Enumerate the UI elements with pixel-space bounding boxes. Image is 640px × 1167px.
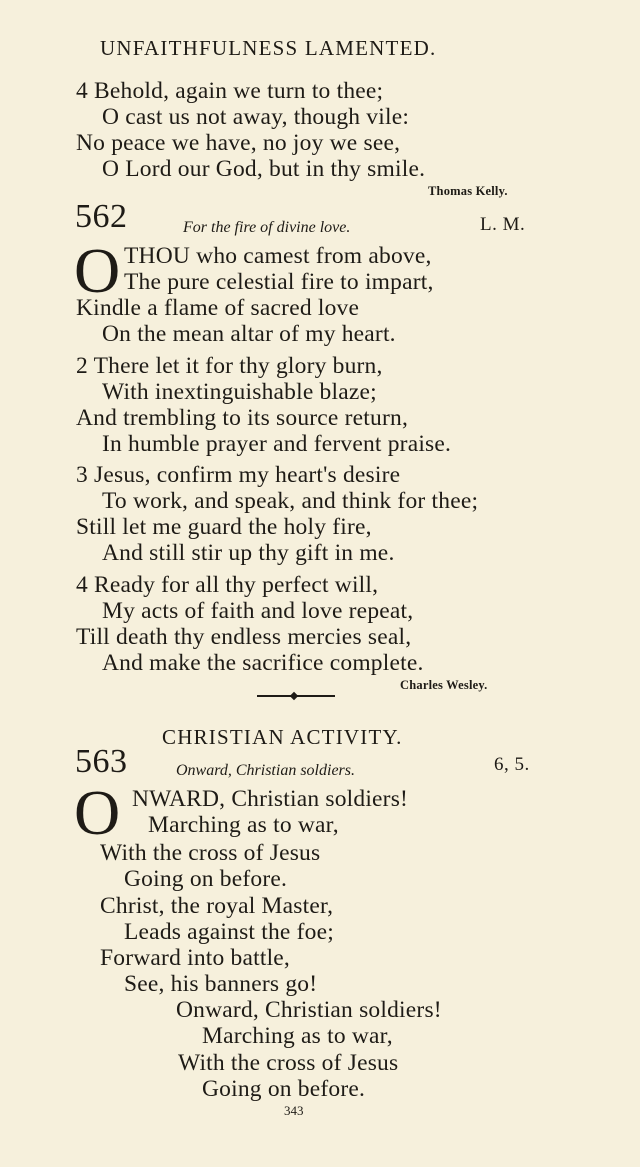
verse-line: No peace we have, no joy we see,	[76, 130, 401, 156]
hymn-meter: L. M.	[480, 214, 526, 235]
verse-line: Kindle a flame of sacred love	[76, 295, 360, 321]
verse-line: Till death thy endless mercies seal,	[76, 624, 412, 650]
verse-line: O Lord our God, but in thy smile.	[102, 156, 426, 182]
drop-cap: O	[74, 235, 121, 306]
chorus-line: Marching as to war,	[202, 1023, 393, 1049]
verse-line: NWARD, Christian soldiers!	[132, 786, 409, 812]
verse-line: The pure celestial fire to impart,	[124, 269, 434, 295]
verse-line: My acts of faith and love repeat,	[102, 598, 414, 624]
hymn-author: Thomas Kelly.	[428, 184, 508, 198]
section-title: CHRISTIAN ACTIVITY.	[162, 725, 403, 749]
verse-line: On the mean altar of my heart.	[102, 321, 396, 347]
chorus-line: Going on before.	[202, 1076, 366, 1102]
hymn-subtitle: Onward, Christian soldiers.	[176, 762, 355, 779]
hymn-author: Charles Wesley.	[400, 678, 488, 692]
verse-line: 2 There let it for thy glory burn,	[76, 353, 383, 379]
hymn-number: 562	[75, 198, 128, 235]
verse-line: In humble prayer and fervent praise.	[102, 431, 452, 457]
verse-line: With the cross of Jesus	[100, 840, 321, 866]
verse-line: THOU who camest from above,	[124, 243, 432, 269]
verse-line: Leads against the foe;	[124, 919, 334, 945]
page-number: 343	[284, 1103, 304, 1118]
hymn-meter: 6, 5.	[494, 754, 530, 775]
verse-line: 3 Jesus, confirm my heart's desire	[76, 462, 401, 488]
verse-line: Marching as to war,	[148, 812, 339, 838]
verse-line: 4 Ready for all thy perfect will,	[76, 572, 379, 598]
verse-line: 4 Behold, again we turn to thee;	[76, 78, 384, 104]
drop-cap: O	[74, 777, 121, 848]
hymn-subtitle: For the fire of divine love.	[183, 219, 351, 236]
section-divider	[257, 695, 335, 697]
chorus-line: With the cross of Jesus	[178, 1050, 399, 1076]
chorus-line: Onward, Christian soldiers!	[176, 997, 442, 1023]
verse-line: Forward into battle,	[100, 945, 291, 971]
verse-line: To work, and speak, and think for thee;	[102, 488, 479, 514]
verse-line: And trembling to its source return,	[76, 405, 409, 431]
verse-line: Christ, the royal Master,	[100, 893, 334, 919]
hymn-number: 563	[75, 743, 128, 780]
verse-line: And still stir up thy gift in me.	[102, 540, 395, 566]
verse-line: See, his banners go!	[124, 971, 318, 997]
section-title: UNFAITHFULNESS LAMENTED.	[100, 36, 437, 60]
verse-line: Still let me guard the holy fire,	[76, 514, 372, 540]
verse-line: O cast us not away, though vile:	[102, 104, 410, 130]
verse-line: Going on before.	[124, 866, 288, 892]
verse-line: With inextinguishable blaze;	[102, 379, 377, 405]
verse-line: And make the sacrifice complete.	[102, 650, 424, 676]
